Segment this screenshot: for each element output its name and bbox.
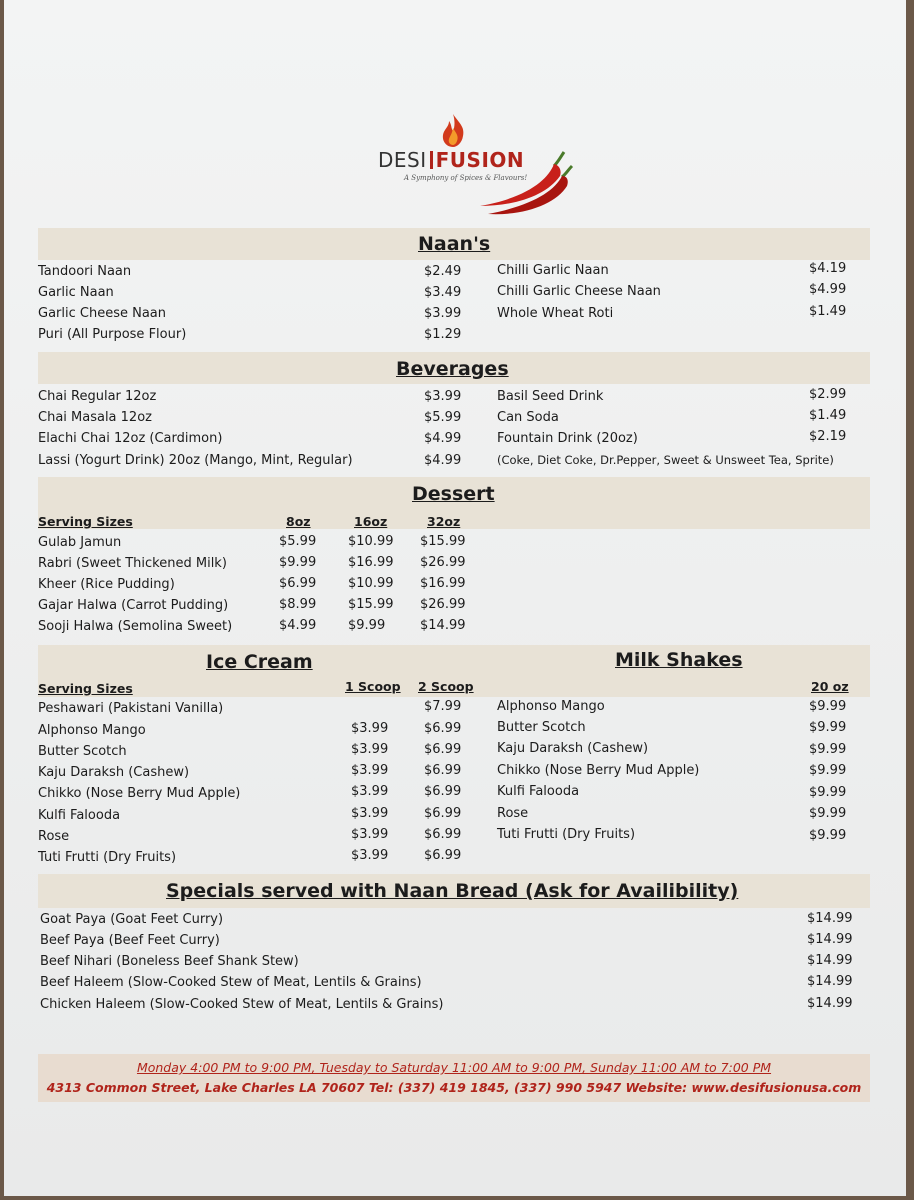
menu-item-name: Kaju Daraksh (Cashew) bbox=[497, 741, 649, 756]
size-header-16oz: 16oz bbox=[354, 514, 388, 529]
specials-section-header bbox=[38, 874, 870, 908]
menu-item-name: Lassi (Yogurt Drink) 20oz (Mango, Mint, Regular) bbox=[38, 453, 353, 468]
menu-item-price: $26.99 bbox=[420, 555, 466, 570]
menu-item-name: Rose bbox=[38, 829, 70, 844]
dessert-title: Dessert bbox=[412, 483, 495, 505]
size-header-20oz: 20 oz bbox=[811, 679, 849, 694]
menu-item-name: Beef Paya (Beef Feet Curry) bbox=[40, 933, 220, 948]
menu-item-name: Chikko (Nose Berry Mud Apple) bbox=[38, 786, 241, 801]
menu-item-name: Chai Masala 12oz bbox=[38, 410, 152, 425]
menu-item-name: Tandoori Naan bbox=[38, 264, 132, 279]
menu-item-name: Kaju Daraksh (Cashew) bbox=[38, 765, 190, 780]
menu-item-name: Elachi Chai 12oz (Cardimon) bbox=[38, 431, 223, 446]
menu-item-price: $2.99 bbox=[809, 387, 847, 402]
menu-item-price: $9.99 bbox=[809, 785, 847, 800]
size-header-2-scoop: 2 Scoop bbox=[418, 679, 474, 694]
menu-item-name: Butter Scotch bbox=[497, 720, 586, 735]
menu-item-price: $4.99 bbox=[424, 431, 462, 446]
menu-item-price: $1.29 bbox=[424, 327, 462, 342]
menu-item-name: Beef Haleem (Slow-Cooked Stew of Meat, Lentils & Grains) bbox=[40, 975, 422, 990]
menu-item-price: $1.49 bbox=[809, 408, 847, 423]
menu-item-price: $9.99 bbox=[809, 763, 847, 778]
menu-item-price: $5.99 bbox=[424, 410, 462, 425]
brand-name: DESI FUSION bbox=[378, 148, 525, 172]
menu-item-price: $14.99 bbox=[807, 996, 853, 1011]
menu-item-price: $6.99 bbox=[424, 763, 462, 778]
menu-item-price: $1.49 bbox=[809, 304, 847, 319]
menu-item-name: Fountain Drink (20oz) bbox=[497, 431, 638, 446]
menu-item-name: Puri (All Purpose Flour) bbox=[38, 327, 187, 342]
brand-tagline: A Symphony of Spices & Flavours! bbox=[404, 174, 528, 182]
menu-item-name: Tuti Frutti (Dry Fruits) bbox=[38, 850, 177, 865]
menu-item-name: Chai Regular 12oz bbox=[38, 389, 157, 404]
menu-item-price: $7.99 bbox=[424, 699, 462, 714]
menu-item-price: $14.99 bbox=[807, 932, 853, 947]
menu-item-price: $9.99 bbox=[348, 618, 386, 633]
flame-icon bbox=[438, 112, 468, 148]
menu-item-name: Alphonso Mango bbox=[497, 699, 605, 714]
size-header-1-scoop: 1 Scoop bbox=[345, 679, 401, 694]
menu-item-price: $5.99 bbox=[279, 534, 317, 549]
ice-cream-title: Ice Cream bbox=[206, 651, 313, 673]
menu-item-price: $9.99 bbox=[279, 555, 317, 570]
naans-section-header bbox=[38, 228, 870, 260]
menu-item-price: $6.99 bbox=[424, 827, 462, 842]
menu-page bbox=[4, 0, 906, 1196]
menu-item-name: Rose bbox=[497, 806, 529, 821]
menu-item-price: $6.99 bbox=[424, 806, 462, 821]
menu-item-price: $26.99 bbox=[420, 597, 466, 612]
menu-item-name: Gajar Halwa (Carrot Pudding) bbox=[38, 598, 229, 613]
menu-item-name: Goat Paya (Goat Feet Curry) bbox=[40, 912, 224, 927]
menu-item-name: Peshawari (Pakistani Vanilla) bbox=[38, 701, 224, 716]
menu-item-price: $14.99 bbox=[807, 911, 853, 926]
menu-item-name: Chikko (Nose Berry Mud Apple) bbox=[497, 763, 700, 778]
menu-item-price: $9.99 bbox=[809, 828, 847, 843]
menu-item-name: Butter Scotch bbox=[38, 744, 127, 759]
menu-item-price: $15.99 bbox=[420, 534, 466, 549]
menu-item-price: $6.99 bbox=[424, 784, 462, 799]
menu-item-price: $2.19 bbox=[809, 429, 847, 444]
menu-item-price: $4.99 bbox=[279, 618, 317, 633]
menu-item-name: Tuti Frutti (Dry Fruits) bbox=[497, 827, 636, 842]
specials-title: Specials served with Naan Bread (Ask for Availibility) bbox=[166, 880, 739, 902]
menu-item-price: $3.49 bbox=[424, 285, 462, 300]
serving-sizes-header: Serving Sizes bbox=[38, 681, 133, 696]
menu-item-price: $3.99 bbox=[424, 306, 462, 321]
menu-item-price: $3.99 bbox=[351, 848, 389, 863]
menu-item-price: $2.49 bbox=[424, 264, 462, 279]
menu-item-name: Beef Nihari (Boneless Beef Shank Stew) bbox=[40, 954, 299, 969]
size-header-32oz: 32oz bbox=[427, 514, 461, 529]
menu-item-price: $9.99 bbox=[809, 806, 847, 821]
menu-item-name: Chilli Garlic Naan bbox=[497, 263, 609, 278]
menu-item-price: $3.99 bbox=[351, 827, 389, 842]
menu-item-name: Chicken Haleem (Slow-Cooked Stew of Meat, Lentils & Grains) bbox=[40, 997, 444, 1012]
menu-item-price: $6.99 bbox=[424, 848, 462, 863]
menu-item-name: Can Soda bbox=[497, 410, 559, 425]
menu-item-name: Kulfi Falooda bbox=[497, 784, 580, 799]
footer bbox=[38, 1054, 870, 1102]
menu-item-name: Basil Seed Drink bbox=[497, 389, 604, 404]
menu-item-price: $4.99 bbox=[809, 282, 847, 297]
menu-item-name: Chilli Garlic Cheese Naan bbox=[497, 284, 661, 299]
beverages-section-header bbox=[38, 352, 870, 384]
menu-item-price: $8.99 bbox=[279, 597, 317, 612]
menu-item-name: Garlic Naan bbox=[38, 285, 114, 300]
opening-hours: Monday 4:00 PM to 9:00 PM, Tuesday to Saturday 11:00 AM to 9:00 PM, Sunday 11:00 AM to 7:00 PM bbox=[136, 1060, 772, 1075]
menu-item-price: $14.99 bbox=[807, 953, 853, 968]
menu-item-price: $9.99 bbox=[809, 742, 847, 757]
beverages-title: Beverages bbox=[396, 358, 509, 380]
menu-item-name: Rabri (Sweet Thickened Milk) bbox=[38, 556, 227, 571]
menu-item-price: $15.99 bbox=[348, 597, 394, 612]
milk-shakes-title: Milk Shakes bbox=[615, 649, 743, 671]
menu-item-price: $16.99 bbox=[420, 576, 466, 591]
menu-item-price: $4.19 bbox=[809, 261, 847, 276]
menu-item-price: $6.99 bbox=[424, 742, 462, 757]
restaurant-logo bbox=[374, 112, 584, 217]
menu-item-name: Garlic Cheese Naan bbox=[38, 306, 167, 321]
menu-item-price: $3.99 bbox=[351, 806, 389, 821]
menu-item-price: $14.99 bbox=[420, 618, 466, 633]
menu-item-price: $3.99 bbox=[351, 763, 389, 778]
naans-title: Naan's bbox=[418, 233, 491, 255]
menu-item-price: $6.99 bbox=[424, 721, 462, 736]
menu-item-name: Kulfi Falooda bbox=[38, 808, 121, 823]
menu-item-price: $3.99 bbox=[351, 721, 389, 736]
fountain-drink-note: (Coke, Diet Coke, Dr.Pepper, Sweet & Unsweet Tea, Sprite) bbox=[497, 453, 834, 467]
menu-item-price: $10.99 bbox=[348, 534, 394, 549]
menu-item-price: $10.99 bbox=[348, 576, 394, 591]
menu-item-name: Sooji Halwa (Semolina Sweet) bbox=[38, 619, 233, 634]
size-header-8oz: 8oz bbox=[286, 514, 311, 529]
menu-item-price: $14.99 bbox=[807, 974, 853, 989]
menu-item-name: Whole Wheat Roti bbox=[497, 306, 614, 321]
chili-pepper-icon bbox=[474, 146, 579, 216]
menu-item-price: $4.99 bbox=[424, 453, 462, 468]
menu-item-price: $6.99 bbox=[279, 576, 317, 591]
menu-item-name: Kheer (Rice Pudding) bbox=[38, 577, 175, 592]
menu-item-price: $3.99 bbox=[351, 784, 389, 799]
serving-sizes-header: Serving Sizes bbox=[38, 514, 133, 529]
menu-item-name: Alphonso Mango bbox=[38, 723, 146, 738]
menu-item-price: $3.99 bbox=[351, 742, 389, 757]
menu-item-price: $9.99 bbox=[809, 720, 847, 735]
menu-item-price: $9.99 bbox=[809, 699, 847, 714]
menu-item-price: $16.99 bbox=[348, 555, 394, 570]
menu-item-price: $3.99 bbox=[424, 389, 462, 404]
contact-info: 4313 Common Street, Lake Charles LA 70607 Tel: (337) 419 1845, (337) 990 5947 Website: www.desifusionusa.com bbox=[46, 1080, 862, 1095]
menu-item-name: Gulab Jamun bbox=[38, 535, 122, 550]
